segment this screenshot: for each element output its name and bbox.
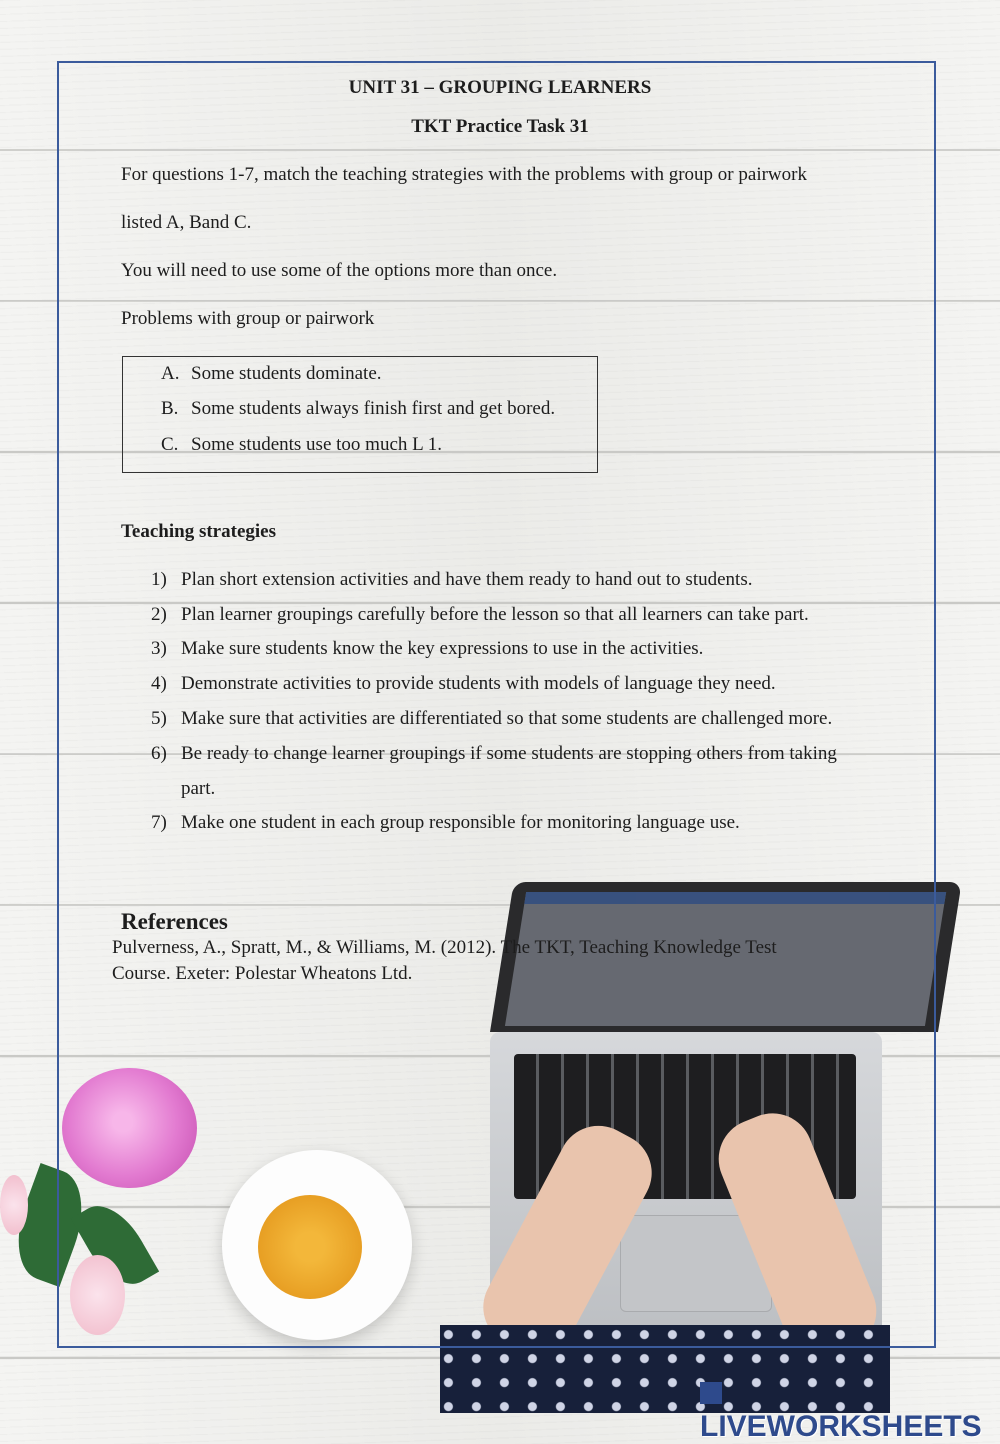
strategy-item: 6) Be ready to change learner groupings if some students are stopping others from taking [151,743,837,764]
strategy-item: 5) Make sure that activities are differentiated so that some students are challenged more. [151,708,833,729]
strategy-item-continuation: part. [181,778,216,799]
instruction-line-2: listed A, Band C. [121,212,252,233]
pale-flower-left [0,1175,28,1235]
problems-heading: Problems with group or pairwork [121,308,375,329]
strategies-heading: Teaching strategies [121,521,276,542]
strategy-item: 2) Plan learner groupings carefully before the lesson so that all learners can take part. [151,604,809,625]
reference-line-2: Course. Exeter: Polestar Wheatons Ltd. [112,963,413,984]
problem-option-a: A. Some students dominate. [161,363,382,384]
instruction-line-3: You will need to use some of the options more than once. [121,260,558,281]
page-title: UNIT 31 – GROUPING LEARNERS [348,77,652,98]
liveworksheets-watermark: LIVEWORKSHEETS [700,1376,1000,1444]
page-subtitle: TKT Practice Task 31 [411,116,589,137]
strategy-item: 3) Make sure students know the key expressions to use in the activities. [151,638,704,659]
strategy-item: 1) Plan short extension activities and have them ready to hand out to students. [151,569,753,590]
strategy-item: 4) Demonstrate activities to provide students with models of language they need. [151,673,776,694]
liveworksheets-logo-icon [700,1382,722,1404]
page-frame [57,61,936,1348]
problem-option-c: C. Some students use too much L 1. [161,434,443,455]
instruction-line-1: For questions 1-7, match the teaching strategies with the problems with group or pairwork [121,164,807,185]
references-heading: References [121,909,228,934]
reference-line-1: Pulverness, A., Spratt, M., & Williams, M. (2012). The TKT, Teaching Knowledge Test [112,937,777,958]
problem-option-b: B. Some students always finish first and get bored. [161,398,556,419]
strategy-item: 7) Make one student in each group responsible for monitoring language use. [151,812,740,833]
